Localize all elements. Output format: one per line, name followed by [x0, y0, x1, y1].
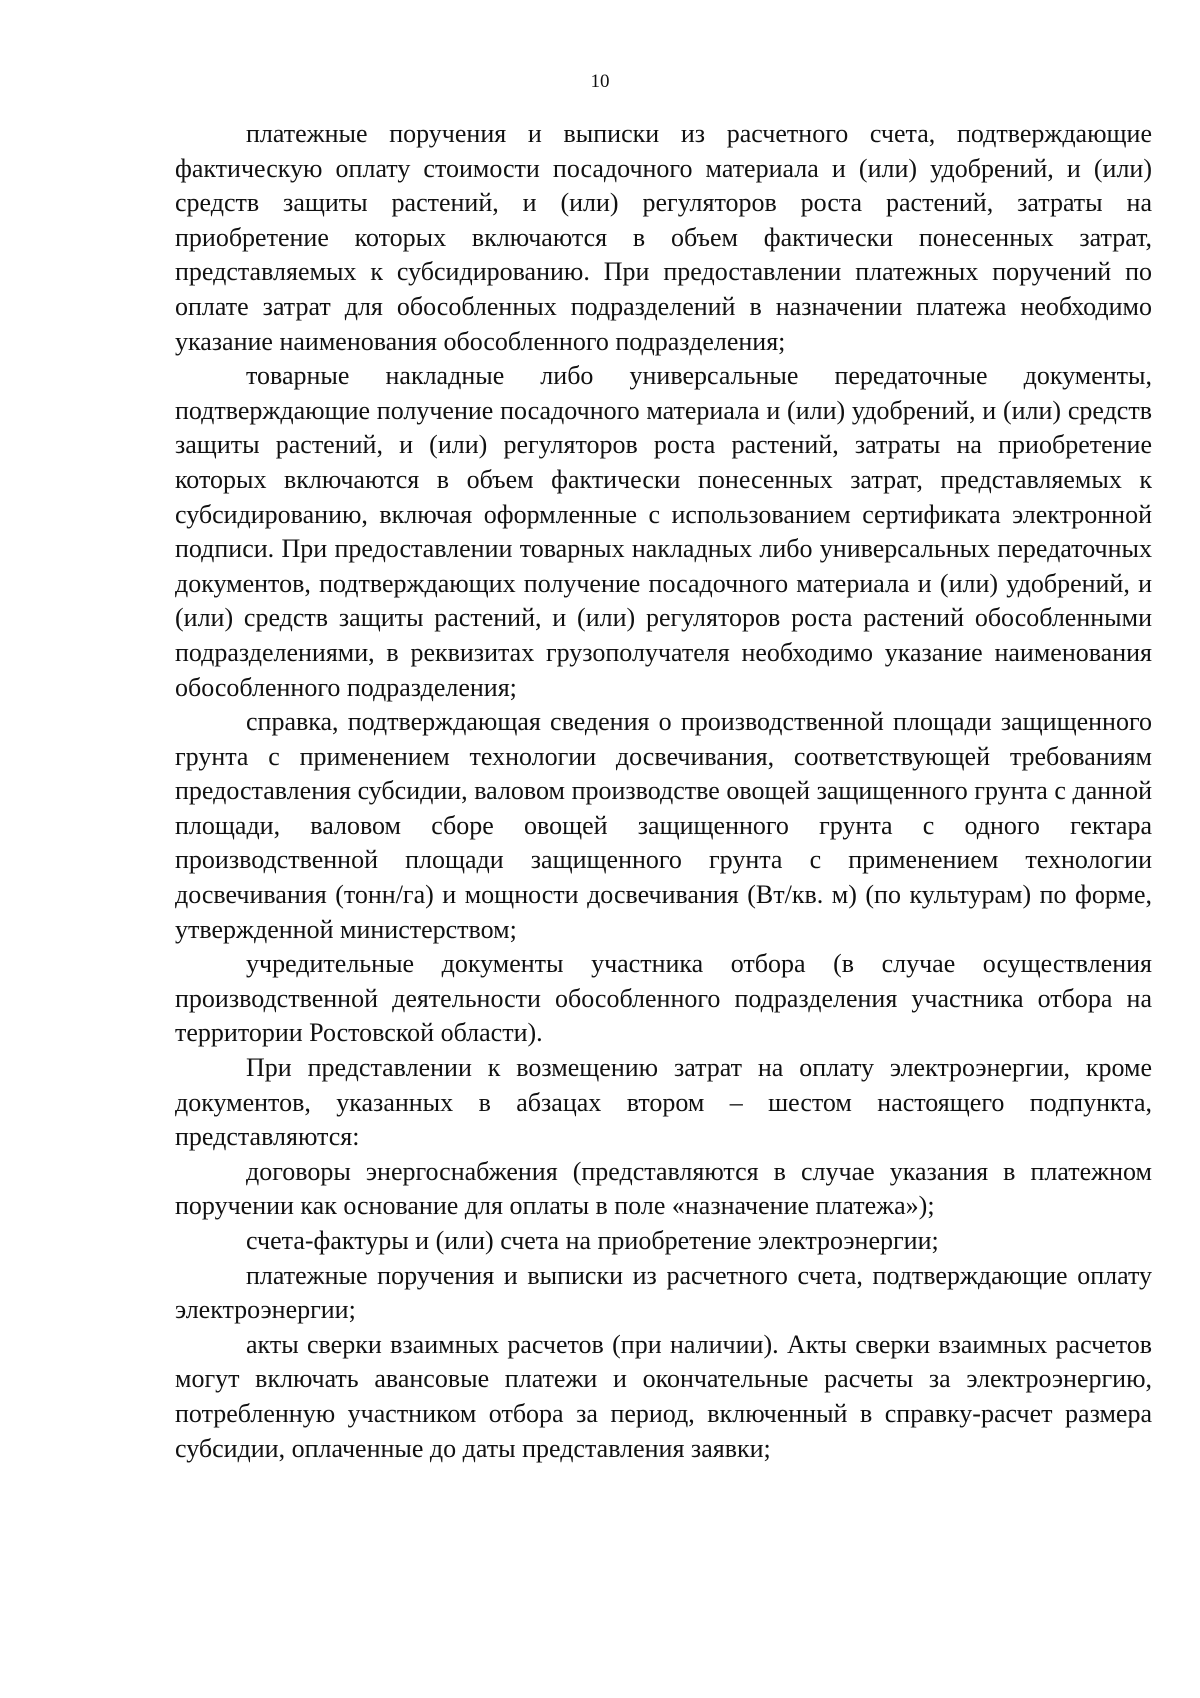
page-number: 10 [590, 71, 610, 92]
paragraph-supply-contracts: договоры энергоснабжения (представляются в случае указания в платежном поручении как основание для оплаты в поле «назначение платежа»); [175, 1156, 1152, 1221]
paragraph-reconciliation-acts: акты сверки взаимных расчетов (при наличии). Акты сверки взаимных расчетов могут включать авансовые платежи и окончательные расчеты за электроэнергию, потребленную участником отбора за период, включенный в справку-расчет размера субсидии, оплаченные до даты представления заявки; [175, 1329, 1152, 1463]
paragraph-founding-documents: учредительные документы участника отбора (в случае осуществления производственной деятельности обособленного подразделения участника отбора на территории Ростовской области). [175, 949, 1152, 1048]
document-body [175, 117, 1152, 1466]
paragraph-electricity-invoices: счета-фактуры и (или) счета на приобретение электроэнергии; [246, 1226, 939, 1255]
paragraph-electricity-payment-orders: платежные поручения и выписки из расчетного счета, подтверждающие оплату электроэнергии; [175, 1260, 1152, 1325]
paragraph-payment-orders-materials: платежные поручения и выписки из расчетного счета, подтверждающие фактическую оплату стоимости посадочного материала и (или) удобрений, и (или) средств защиты растений, и (или) регуляторов роста растений, затраты на приобретение которых включаются в объем фактически понесенных затрат, представляемых к субсидированию. При предоставлении платежных поручений по оплате затрат для обособленных подразделений в назначении платежа необходимо указание наименования обособленного подразделения; [175, 119, 1152, 356]
paragraph-area-certificate: справка, подтверждающая сведения о производственной площади защищенного грунта с применением технологии досвечивания, соответствующей требованиям предоставления субсидии, валовом производстве овощей защищенного грунта с данной площади, валовом сборе овощей защищенного грунта с одного гектара производственной площади защищенного грунта с применением технологии досвечивания (тонн/га) и мощности досвечивания (Вт/кв. м) (по культурам) по форме, утвержденной министерством; [175, 707, 1152, 944]
paragraph-invoices-transfer-documents: товарные накладные либо универсальные передаточные документы, подтверждающие получение посадочного материала и (или) удобрений, и (или) средств защиты растений, и (или) регуляторов роста растений, затраты на приобретение которых включаются в объем фактически понесенных затрат, представляемых к субсидированию, включая оформленные с использованием сертификата электронной подписи. При предоставлении товарных накладных либо универсальных передаточных документов, подтверждающих получение посадочного материала и (или) удобрений, и (или) средств защиты растений, и (или) регуляторов роста растений обособленными подразделениями, в реквизитах грузополучателя необходимо указание наименования обособленного подразделения; [175, 361, 1152, 702]
paragraph-electricity-intro: При представлении к возмещению затрат на оплату электроэнергии, кроме документов, указанных в абзацах втором – шестом настоящего подпункта, представляются: [175, 1053, 1152, 1152]
